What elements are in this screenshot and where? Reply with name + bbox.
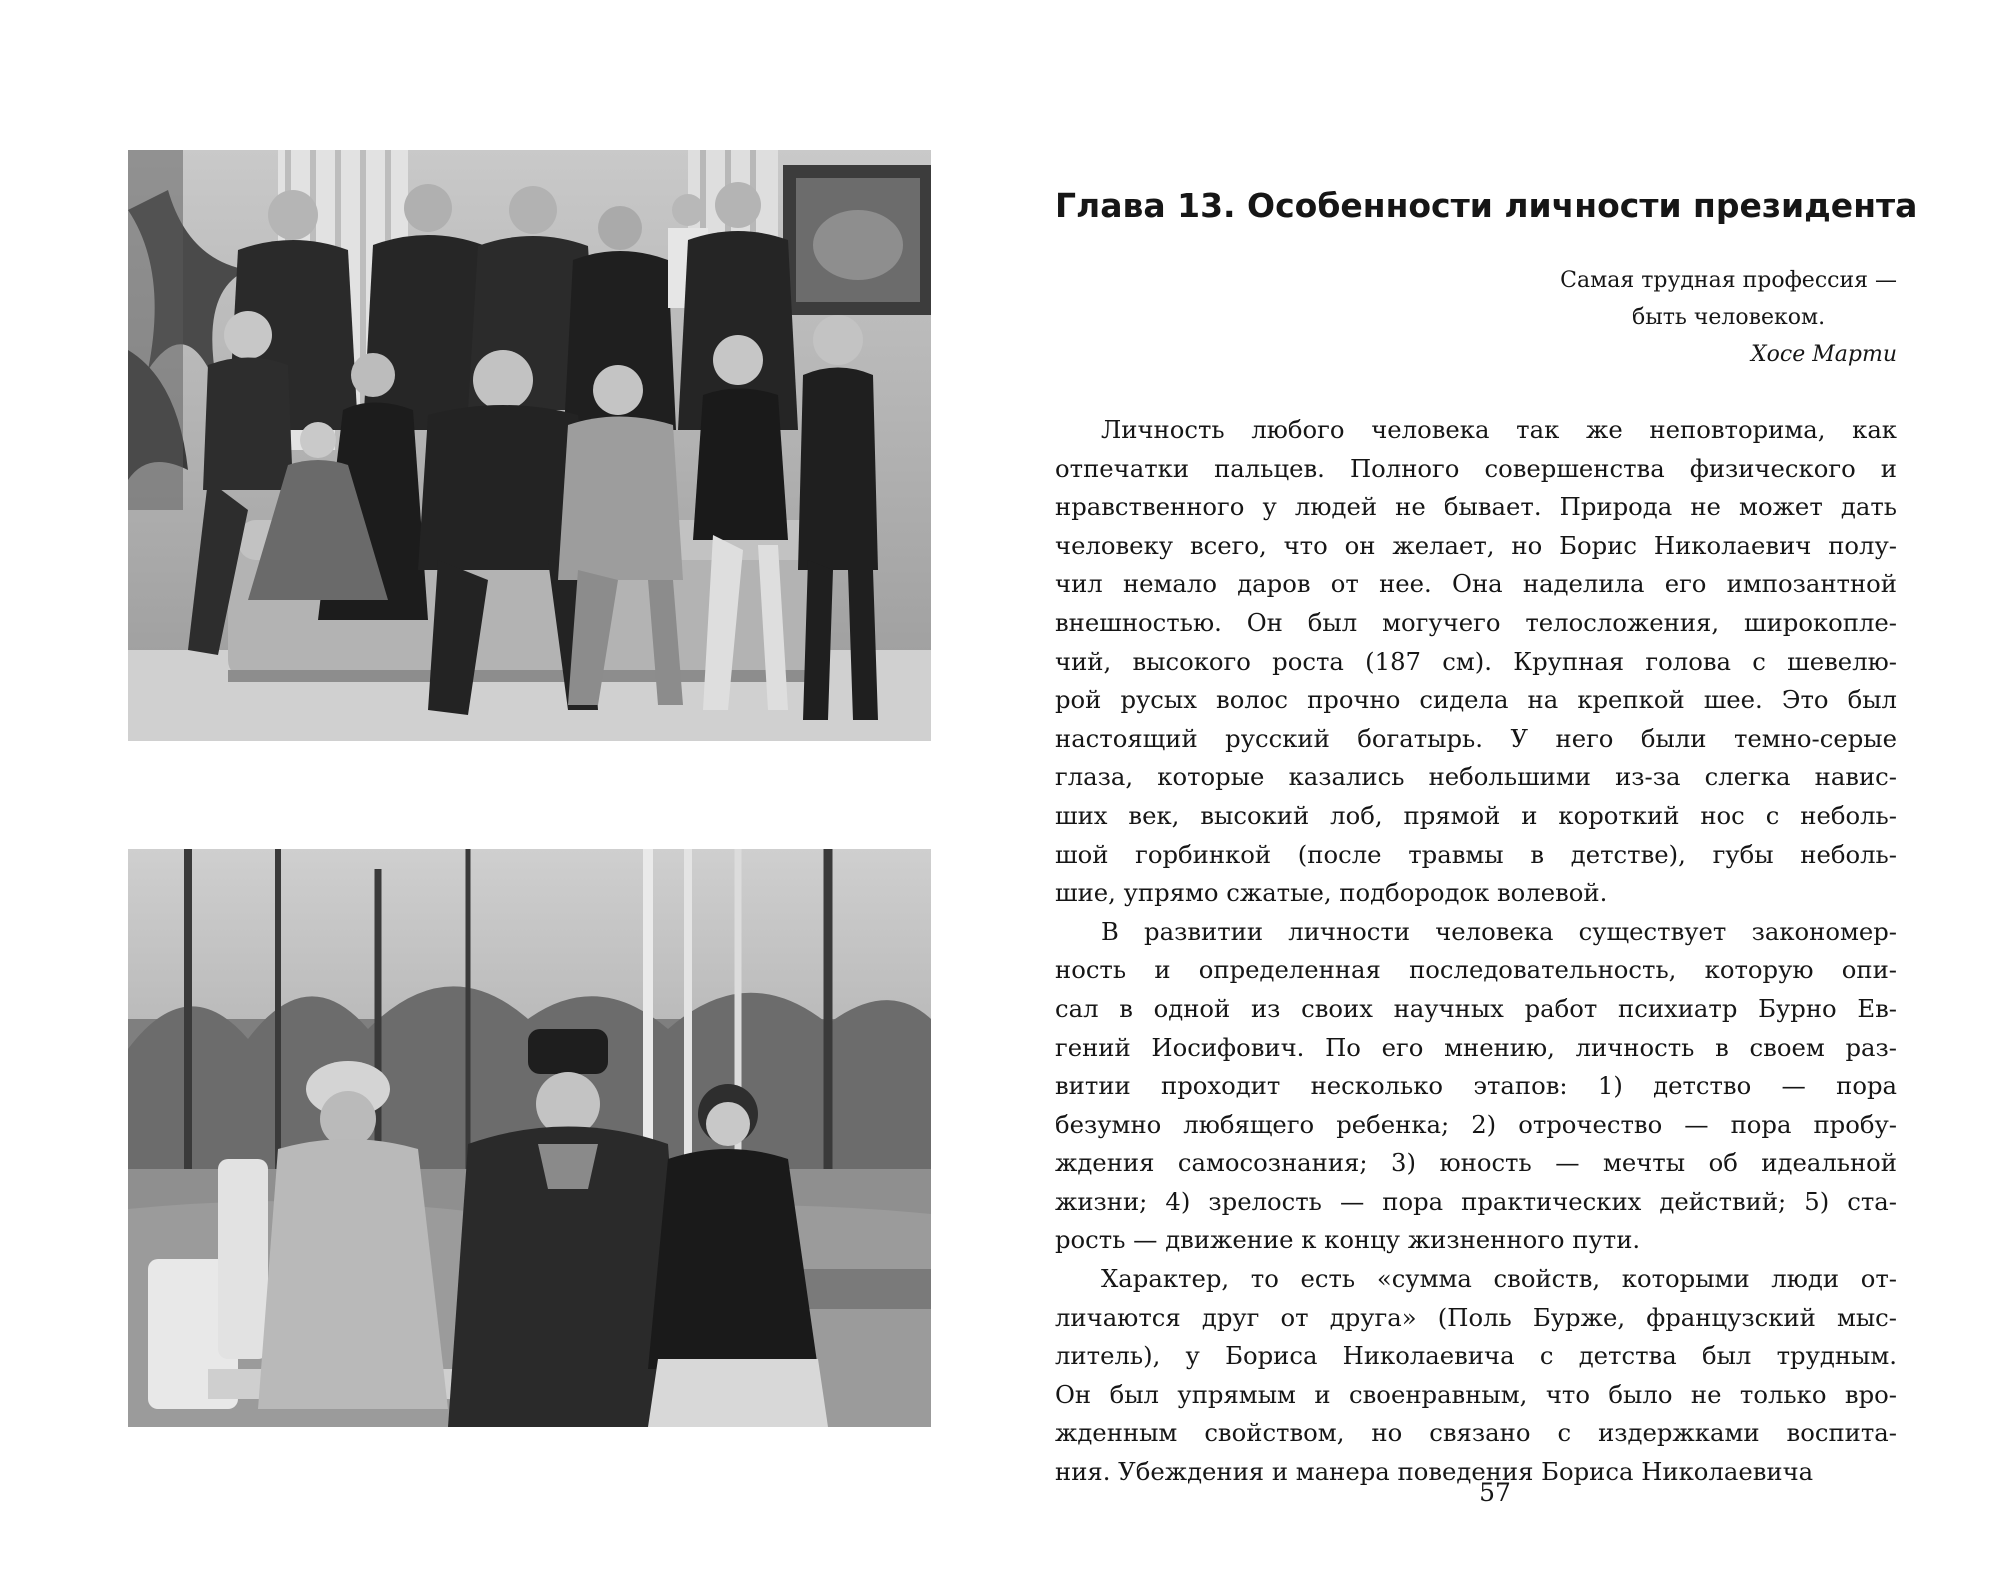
text-line: личаются друг от друга» (Поль Бурже, французский мыс-	[1055, 1302, 1897, 1332]
text-line: витии проходит несколько этапов: 1) детство — пора	[1055, 1071, 1897, 1101]
text-line: человеку всего, что он желает, но Борис Николаевич полу-	[1055, 530, 1897, 560]
text-line: нравственного у людей не бывает. Природа не может дать	[1055, 492, 1897, 522]
text-line: рость — движение к концу жизненного пути.	[1055, 1225, 1641, 1255]
text-line: В развитии личности человека существует закономер-	[1101, 916, 1897, 946]
text-line: жизни; 4) зрелость — пора практических действий; 5) ста-	[1055, 1186, 1897, 1216]
body-text	[1055, 411, 1897, 1492]
text-line: ность и определенная последовательность, которую опи-	[1055, 955, 1897, 985]
epigraph	[1560, 262, 1897, 373]
epigraph-quote	[1560, 262, 1897, 336]
text-line: Он был упрямым и своенравным, что было не только вро-	[1055, 1379, 1897, 1409]
family-photo-illustration	[128, 150, 931, 741]
text-line: жденным свойством, но связано с издержками воспита-	[1055, 1418, 1897, 1448]
text-line: рой русых волос прочно сидела на крепкой шее. Это был	[1055, 685, 1897, 715]
text-line: шие, упрямо сжатые, подбородок волевой.	[1055, 878, 1608, 908]
epigraph-author: Хосе Марти	[1751, 342, 1897, 367]
family-group-photo	[128, 150, 931, 741]
epigraph-line: Самая трудная профессия —	[1560, 268, 1897, 293]
page-number: 57	[1479, 1478, 1511, 1507]
text-line: безумно любящего ребенка; 2) отрочество — пора пробу-	[1055, 1109, 1897, 1139]
text-line: ждения самосознания; 3) юность — мечты об идеальной	[1055, 1148, 1897, 1178]
text-line: отпечатки пальцев. Полного совершенства физического и	[1055, 453, 1897, 483]
text-line: сал в одной из своих научных работ психиатр Бурно Ев-	[1055, 993, 1897, 1023]
park-photo-illustration	[128, 849, 931, 1427]
park-bench-photo	[128, 849, 931, 1427]
text-line: Характер, то есть «сумма свойств, которыми люди от-	[1101, 1264, 1897, 1294]
text-line: чил немало даров от нее. Она наделила его импозантной	[1055, 569, 1897, 599]
seated-people	[258, 1029, 828, 1427]
text-line: ния. Убеждения и манера поведения Бориса Николаевича	[1055, 1457, 1814, 1487]
epigraph-line: быть человеком.	[1631, 305, 1826, 330]
text-line: Личность любого человека так же неповторима, как	[1101, 415, 1897, 444]
text-line: ших век, высокий лоб, прямой и короткий нос с неболь-	[1055, 800, 1897, 830]
text-line: внешностью. Он был могучего телосложения, широкопле-	[1055, 607, 1897, 637]
text-line: настоящий русский богатырь. У него были темно-серые	[1055, 723, 1897, 753]
text-line: чий, высокого роста (187 см). Крупная голова с шевелю-	[1055, 646, 1897, 676]
text-line: литель), у Бориса Николаевича с детства был трудным.	[1055, 1341, 1897, 1371]
framed-painting	[783, 165, 931, 315]
text-line: глаза, которые казались небольшими из-за слегка навис-	[1055, 762, 1897, 792]
chapter-title: Глава 13. Особенности личности президента	[1055, 186, 1918, 225]
text-line: гений Иосифович. По его мнению, личность в своем раз-	[1055, 1032, 1897, 1062]
text-line: шой горбинкой (после травмы в детстве), губы неболь-	[1055, 839, 1897, 869]
